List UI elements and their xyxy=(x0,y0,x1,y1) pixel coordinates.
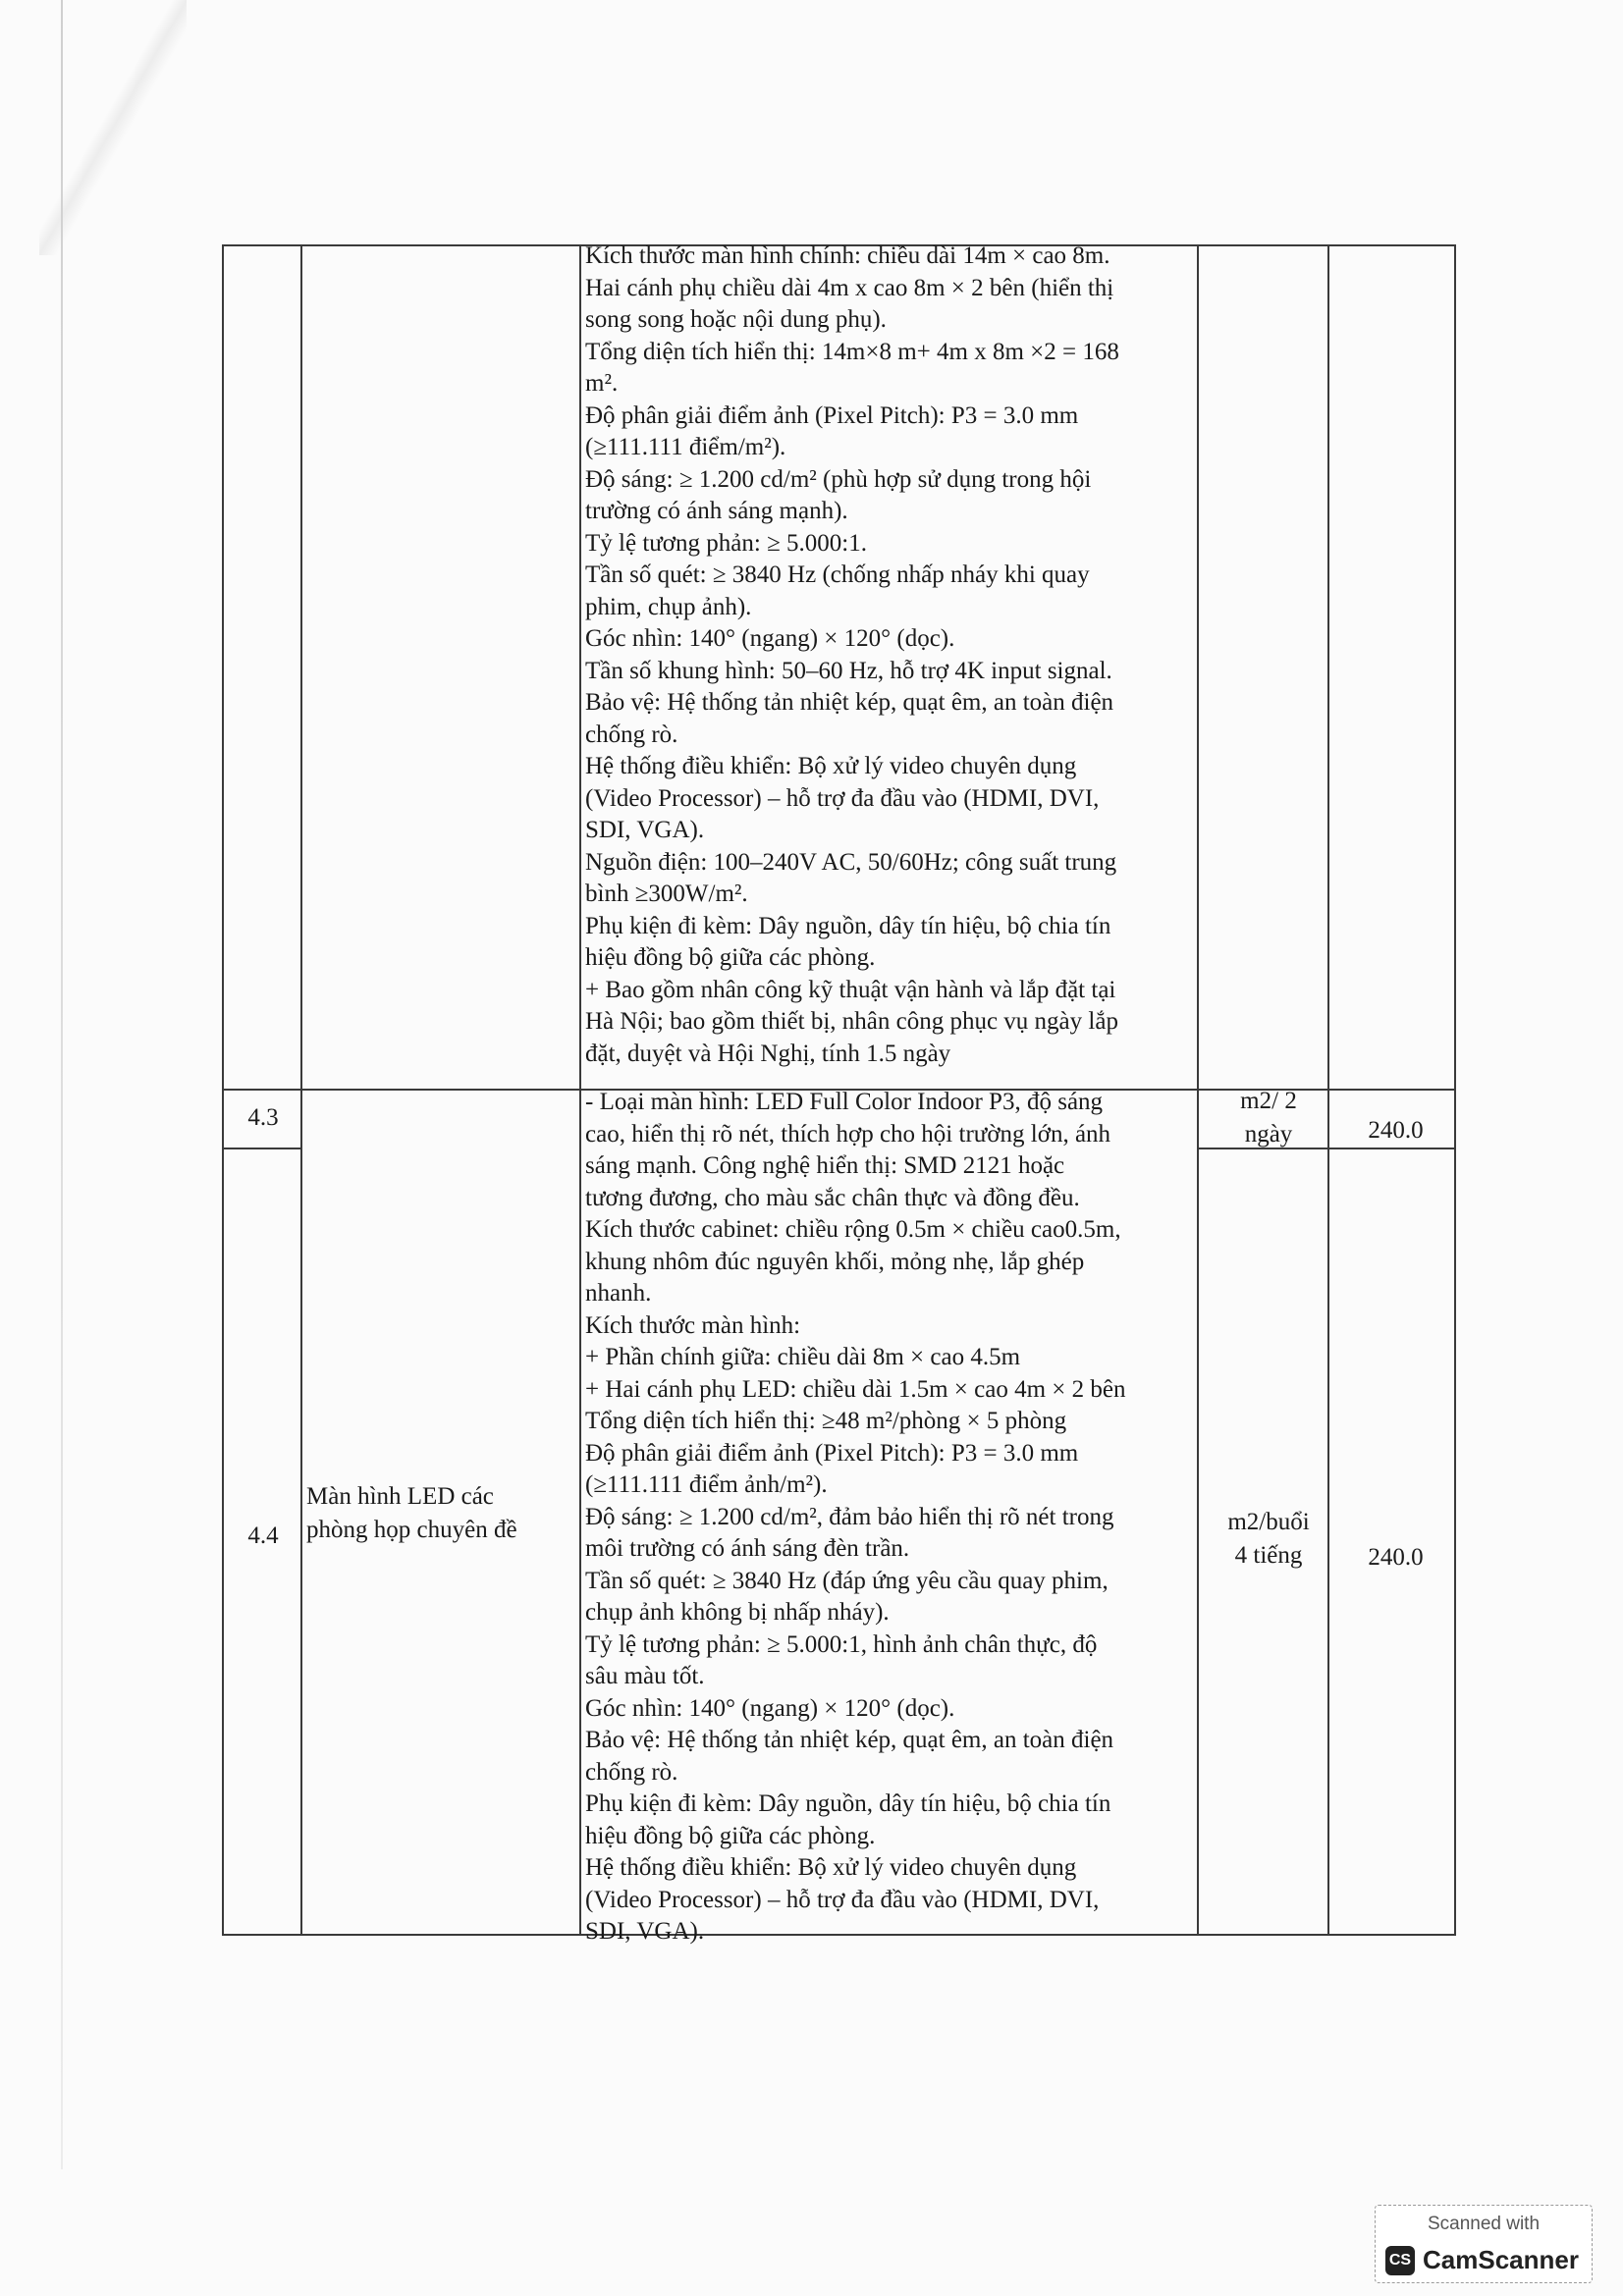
cell-quantity-4-4: 240.0 xyxy=(1368,1544,1424,1571)
row-divider xyxy=(224,1148,300,1149)
camscanner-logo-icon: CS xyxy=(1385,2246,1415,2275)
cell-description-4-4: - Loại màn hình: LED Full Color Indoor P3, độ sáng cao, hiển thị rõ nét, thích hợp cho hội trường lớn, ánh sáng mạnh. Công nghệ hiển thị: SMD 2121 hoặc tương đương, cho màu sắc chân thực và đồng đều. Kích thước cabinet: chiều rộng 0.5m × chiều cao0.5m, khung nhôm đúc nguyên khối, mỏng nhẹ, lắp ghép nhanh. Kích thước màn hình: + Phần chính giữa: chiều dài 8m × cao 4.5m + Hai cánh phụ LED: chiều dài 1.5m × cao 4m × 2 bên Tổng diện tích hiển thị: ≥48 m²/phòng × 5 phòng Độ phân giải điểm ảnh (Pixel Pitch): P3 = 3.0 mm (≥111.111 điểm ảnh/m²). Độ sáng: ≥ 1.200 cd/m², đảm bảo hiển thị rõ nét trong môi trường có ánh sáng đèn trần. Tần số quét: ≥ 3840 Hz (đáp ứng yêu cầu quay phim, chụp ảnh không bị nhấp nháy). Tỷ lệ tương phản: ≥ 5.000:1, hình ảnh chân thực, độ sâu màu tốt. Góc nhìn: 140° (ngang) × 120° (dọc). Bảo vệ: Hệ thống tản nhiệt kép, quạt êm, an toàn điện chống rò. Phụ kiện đi kèm: Dây nguồn, dây tín hiệu, bộ chia tín hiệu đồng bộ giữa các phòng. Hệ thống điều khiển: Bộ xử lý video chuyên dụng (Video Processor) – hỗ trợ đa đầu vào (HDMI, DVI, SDI, VGA). xyxy=(585,1089,1126,1945)
page-edge xyxy=(61,0,63,2169)
watermark-brand: CamScanner xyxy=(1423,2245,1579,2274)
cell-unit-4-3: m2/ 2 ngày xyxy=(1240,1088,1297,1148)
cell-description-continued: Kích thước màn hình chính: chiều dài 14m × cao 8m. Hai cánh phụ chiều dài 4m x cao 8m × 2 bên (hiển thị song song hoặc nội dung phụ). Tổng diện tích hiển thị: 14m×8 m+ 4m x 8m ×2 = 168 m². Độ phân giải điểm ảnh (Pixel Pitch): P3 = 3.0 mm (≥111.111 điểm/m²). Độ sáng: ≥ 1.200 cd/m² (phù hợp sử dụng trong hội trường có ánh sáng mạnh). Tỷ lệ tương phản: ≥ 5.000:1. Tần số quét: ≥ 3840 Hz (chống nhấp nháy khi quay phim, chụp ảnh). Góc nhìn: 140° (ngang) × 120° (dọc). Tần số khung hình: 50–60 Hz, hỗ trợ 4K input signal. Bảo vệ: Hệ thống tản nhiệt kép, quạt êm, an toàn điện chống rò. Hệ thống điều khiển: Bộ xử lý video chuyên dụng (Video Processor) – hỗ trợ đa đầu vào (HDMI, DVI, SDI, VGA). Nguồn điện: 100–240V AC, 50/60Hz; công suất trung bình ≥300W/m². Phụ kiện đi kèm: Dây nguồn, dây tín hiệu, bộ chia tín hiệu đồng bộ giữa các phòng. + Bao gồm nhân công kỹ thuật vận hành và lắp đặt tại Hà Nội; bao gồm thiết bị, nhân công phục vụ ngày lắp đặt, duyệt và Hội Nghị, tính 1.5 ngày xyxy=(585,242,1119,1067)
watermark-caption: Scanned with xyxy=(1427,2214,1541,2234)
cell-no-4-3: 4.3 xyxy=(247,1104,279,1131)
camscanner-watermark xyxy=(1375,2205,1593,2283)
specification-table xyxy=(222,242,1456,1945)
cell-unit-4-4: m2/buổi 4 tiếng xyxy=(1227,1509,1310,1569)
cell-quantity-4-3: 240.0 xyxy=(1368,1117,1424,1144)
cell-name-4-4: Màn hình LED các phòng họp chuyên đề xyxy=(306,1483,517,1543)
cell-no-4-4: 4.4 xyxy=(247,1522,279,1549)
